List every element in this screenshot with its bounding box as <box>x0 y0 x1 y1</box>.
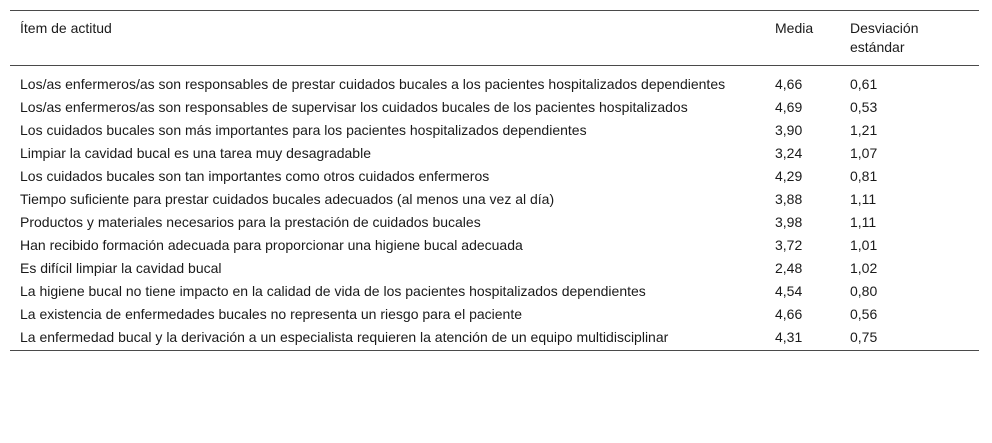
cell-mean: 4,54 <box>775 283 803 299</box>
cell-item: Productos y materiales necesarios para la prestación de cuidados bucales <box>20 214 481 230</box>
table-row <box>10 96 979 119</box>
cell-mean: 4,29 <box>775 168 803 184</box>
cell-item: Los cuidados bucales son más importantes para los pacientes hospitalizados dependientes <box>20 122 587 138</box>
cell-item: Han recibido formación adecuada para proporcionar una higiene bucal adecuada <box>20 237 523 253</box>
table-header-row <box>10 11 979 66</box>
table-row <box>10 188 979 211</box>
cell-item: Es difícil limpiar la cavidad bucal <box>20 260 222 276</box>
table-row <box>10 211 979 234</box>
cell-mean: 3,24 <box>775 145 803 161</box>
cell-mean: 3,98 <box>775 214 803 230</box>
cell-std-dev: 0,53 <box>850 99 878 115</box>
cell-std-dev: 0,61 <box>850 76 878 92</box>
table-row <box>10 119 979 142</box>
cell-mean: 3,90 <box>775 122 803 138</box>
table-row <box>10 66 979 97</box>
cell-mean: 4,66 <box>775 76 803 92</box>
cell-std-dev: 0,81 <box>850 168 878 184</box>
cell-item: Los cuidados bucales son tan importantes como otros cuidados enfermeros <box>20 168 490 184</box>
cell-item: La existencia de enfermedades bucales no representa un riesgo para el paciente <box>20 306 522 322</box>
cell-std-dev: 0,75 <box>850 329 878 345</box>
table-row <box>10 234 979 257</box>
table-row <box>10 280 979 303</box>
cell-item: Los/as enfermeros/as son responsables de supervisar los cuidados bucales de los pacientes hospitalizados <box>20 99 688 115</box>
cell-item: Limpiar la cavidad bucal es una tarea muy desagradable <box>20 145 371 161</box>
cell-mean: 2,48 <box>775 260 803 276</box>
header-std-dev: Desviación estándar <box>850 20 919 55</box>
attitude-table <box>10 10 979 351</box>
cell-mean: 3,72 <box>775 237 803 253</box>
cell-mean: 4,69 <box>775 99 803 115</box>
table-row <box>10 257 979 280</box>
table-row <box>10 303 979 326</box>
cell-mean: 4,31 <box>775 329 803 345</box>
cell-mean: 4,66 <box>775 306 803 322</box>
cell-item: Los/as enfermeros/as son responsables de prestar cuidados bucales a los pacientes hospitalizados dependientes <box>20 76 726 92</box>
cell-mean: 3,88 <box>775 191 803 207</box>
table-row <box>10 165 979 188</box>
cell-item: Tiempo suficiente para prestar cuidados bucales adecuados (al menos una vez al día) <box>20 191 555 207</box>
cell-item: La higiene bucal no tiene impacto en la calidad de vida de los pacientes hospitalizados dependientes <box>20 283 646 299</box>
cell-std-dev: 1,07 <box>850 145 878 161</box>
header-item: Ítem de actitud <box>20 20 112 36</box>
table-row <box>10 142 979 165</box>
cell-item: La enfermedad bucal y la derivación a un especialista requieren la atención de un equipo multidisciplinar <box>20 329 669 345</box>
table-row <box>10 326 979 351</box>
cell-std-dev: 1,11 <box>850 214 877 230</box>
cell-std-dev: 0,56 <box>850 306 878 322</box>
header-mean: Media <box>775 20 814 36</box>
cell-std-dev: 1,11 <box>850 191 877 207</box>
cell-std-dev: 1,02 <box>850 260 878 276</box>
cell-std-dev: 0,80 <box>850 283 878 299</box>
cell-std-dev: 1,01 <box>850 237 878 253</box>
cell-std-dev: 1,21 <box>850 122 878 138</box>
table-body <box>10 66 979 351</box>
